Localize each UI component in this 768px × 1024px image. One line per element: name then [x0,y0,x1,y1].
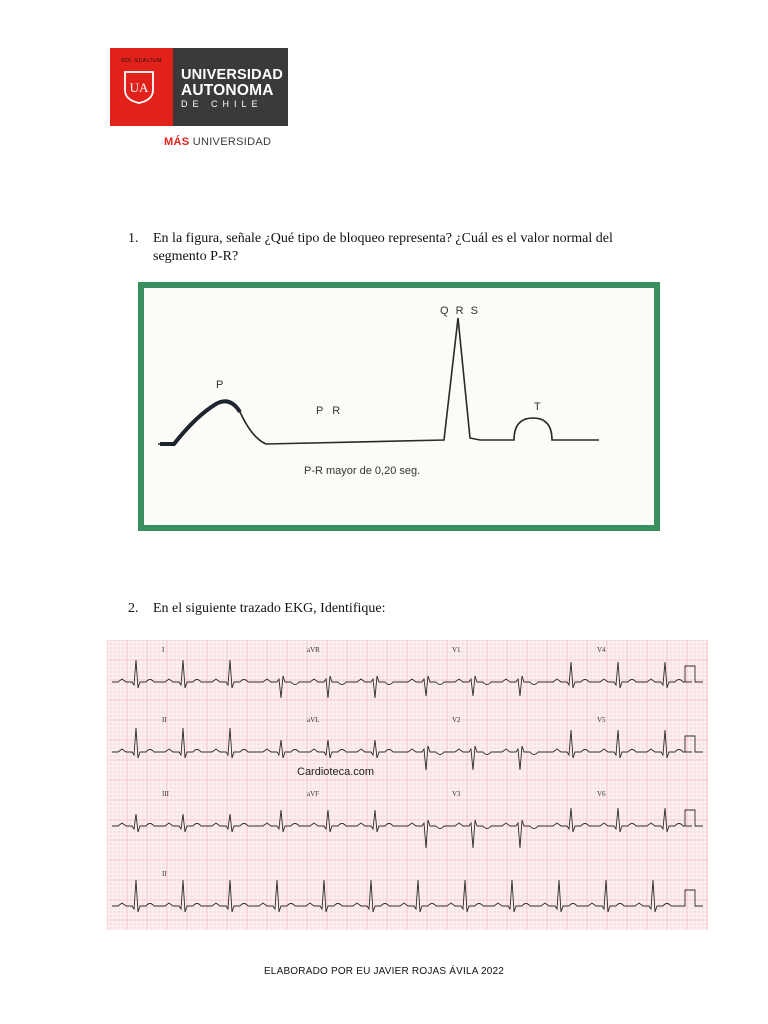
tagline-rest: UNIVERSIDAD [189,136,272,148]
ekg-lead-label: V6 [597,790,606,798]
p-wave-bold [160,401,240,444]
logo-line-2: AUTONOMA [181,82,274,99]
question-1 [128,230,658,266]
ekg-strip [107,640,708,930]
pr-interval-diagram [144,288,654,525]
tagline-strong: MÁS [164,136,190,148]
question-2-text: En el siguiente trazado EKG, Identifique: [153,601,386,616]
ekg-lead-label: V4 [597,646,606,654]
ekg-lead-label: V3 [452,790,461,798]
page-footer: ELABORADO POR EU JAVIER ROJAS ÁVILA 2022 [263,966,505,977]
ekg-watermark: Cardioteca.com [297,766,375,778]
label-t: T [534,401,541,413]
logo-tagline [164,136,271,148]
ekg-lead-label: V5 [597,716,606,724]
university-logo [110,48,288,126]
logo-seal-panel [110,48,173,126]
ekg-trace [107,640,708,930]
pr-interval-figure [138,282,660,531]
logo-name-panel [173,48,288,126]
figure-caption: P-R mayor de 0,20 seg. [304,465,421,477]
ekg-lead-label: III [162,790,169,798]
ekg-lead-label: V1 [452,646,461,654]
ekg-paper [107,640,708,930]
ekg-lead-label: V2 [452,716,461,724]
question-2 [128,600,658,618]
seal-text: SOL·SCALTUM [121,58,162,64]
question-1-text: En la figura, señale ¿Qué tipo de bloqueo representa? ¿Cuál es el valor normal del segmento P-R? [153,231,613,264]
seal-letters: UA [129,80,149,95]
ecg-waveform [158,318,599,444]
question-2-number: 2. [128,601,139,616]
ua-seal-icon [123,70,155,104]
logo-line-3: DE CHILE [181,99,263,109]
label-pr: P R [316,405,344,417]
ekg-lead-label: aVF [307,790,320,798]
label-qrs: Q R S [440,305,480,317]
label-p: P [216,379,224,391]
ekg-lead-label: aVL [307,716,320,724]
ekg-lead-label: II [162,870,167,878]
ekg-lead-label: I [162,646,165,654]
ekg-lead-label: II [162,716,167,724]
ekg-lead-label: aVR [307,646,320,654]
question-1-number: 1. [128,231,139,246]
logo-line-1: UNIVERSIDAD [181,67,284,83]
